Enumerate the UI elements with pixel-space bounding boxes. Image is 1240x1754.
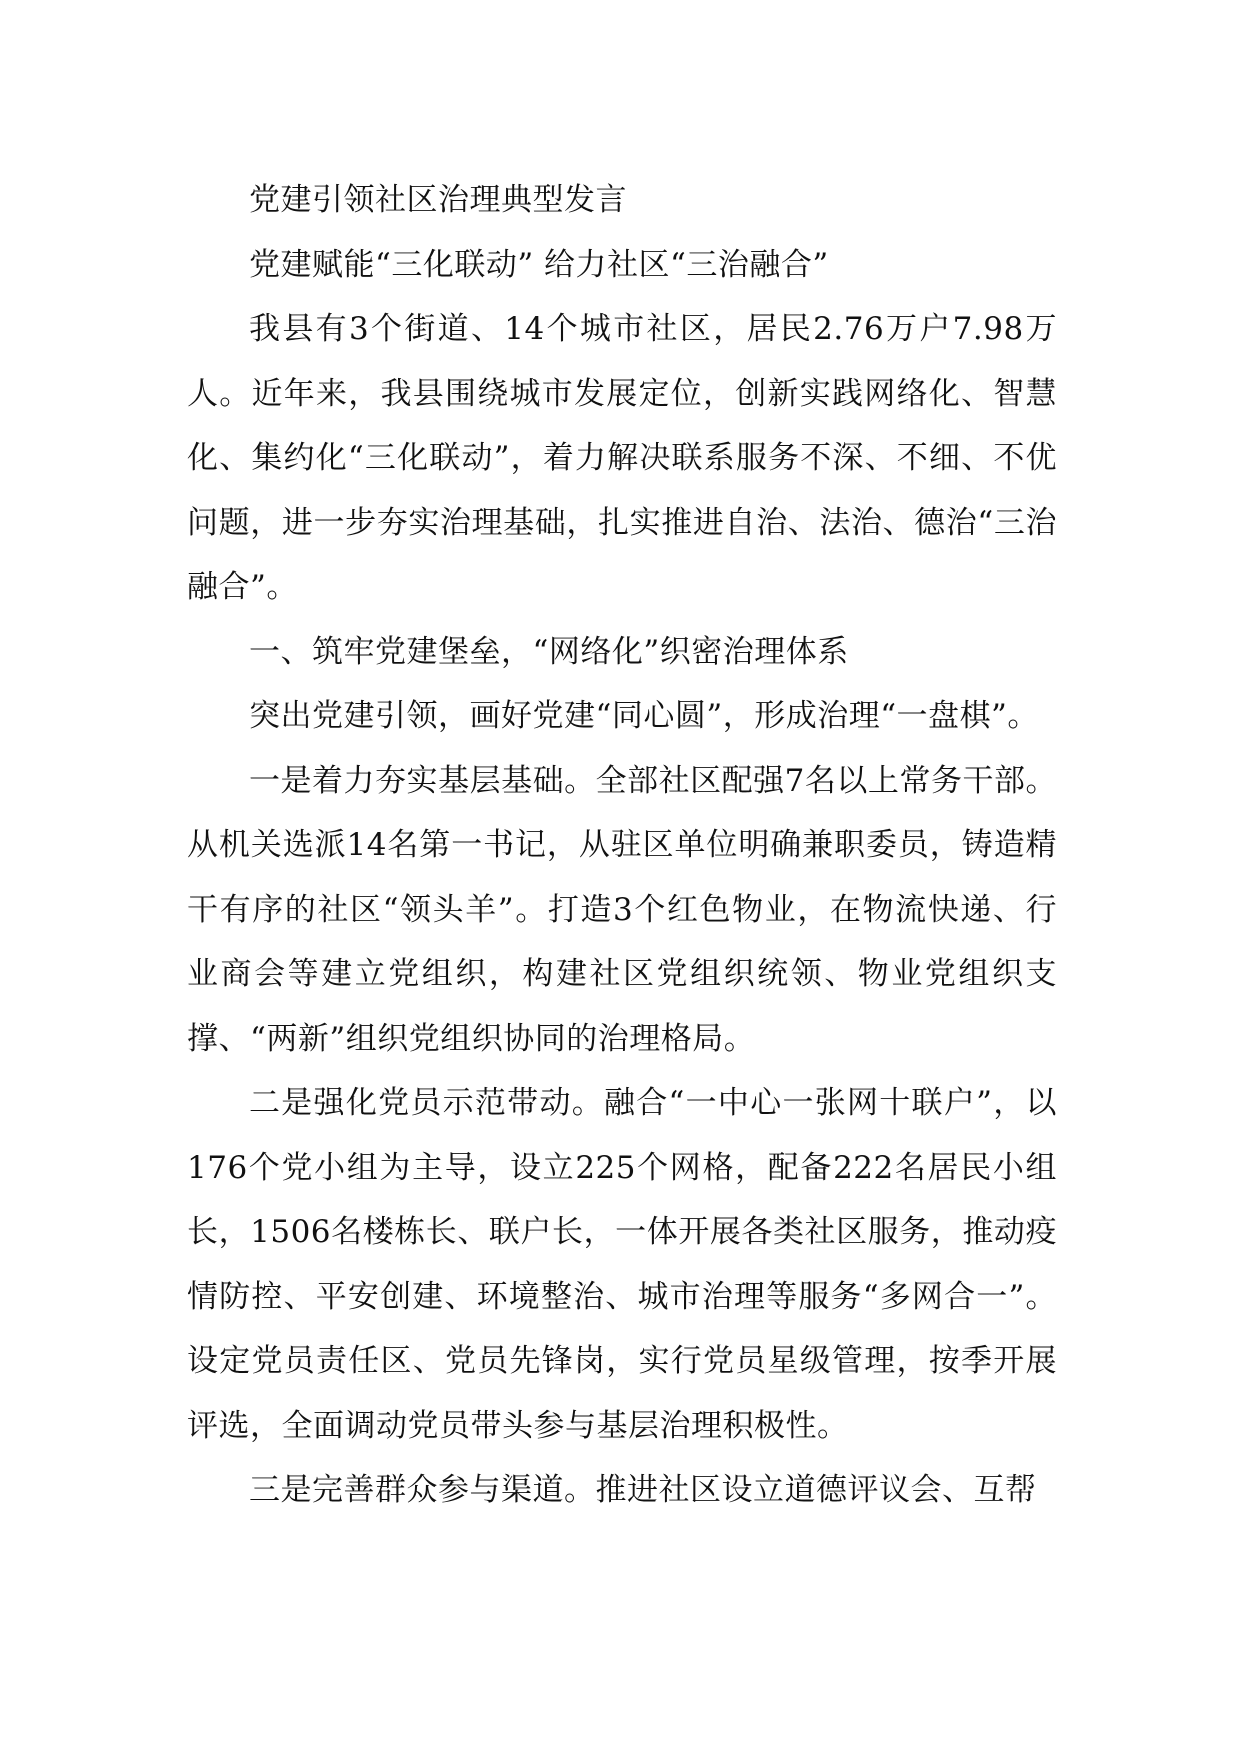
- point-three-paragraph: 三是完善群众参与渠道。推进社区设立道德评议会、互帮: [249, 1472, 1037, 1508]
- section-summary-paragraph: 突出党建引领，画好党建“同心圆”，形成治理“一盘棋”。: [249, 698, 1039, 734]
- document-subtitle: 党建赋能“三化联动” 给力社区“三治融合”: [249, 246, 829, 283]
- point-one-paragraph: 一是着力夯实基层基础。全部社区配强7名以上常务干部。从机关选派14名第一书记，从驻区单位明确兼职委员，铸造精干有序的社区“领头羊”。打造3个红色物业，在物流快递、行业商会等建立党组织，构建社区党组织统领、物业党组织支撑、“两新”组织党组织协同的治理格局。: [187, 762, 1057, 1057]
- intro-paragraph: 我县有3个街道、14个城市社区，居民2.76万户7.98万人。近年来，我县围绕城市发展定位，创新实践网络化、智慧化、集约化“三化联动”，着力解决联系服务不深、不细、不优问题，进一步夯实治理基础，扎实推进自治、法治、德治“三治融合”。: [187, 311, 1057, 605]
- point-two-paragraph: 二是强化党员示范带动。融合“一中心一张网十联户”，以176个党小组为主导，设立225个网格，配备222名居民小组长，1506名楼栋长、联户长，一体开展各类社区服务，推动疫情防控、平安创建、环境整治、城市治理等服务“多网合一”。设定党员责任区、党员先锋岗，实行党员星级管理，按季开展评选，全面调动党员带头参与基层治理积极性。: [187, 1085, 1057, 1444]
- section-heading-1: 一、筑牢党建堡垒，“网络化”织密治理体系: [249, 633, 849, 670]
- document-body: [187, 168, 1057, 1523]
- document-title: 党建引领社区治理典型发言: [249, 182, 627, 218]
